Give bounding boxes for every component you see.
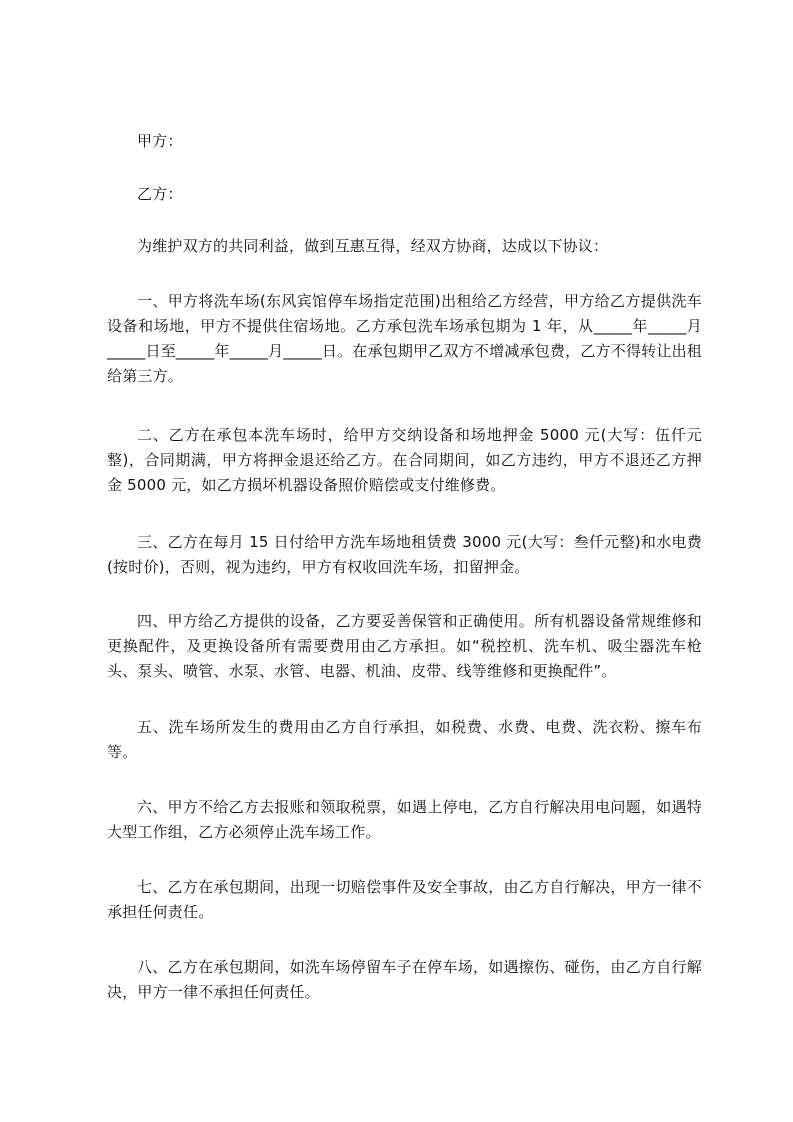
intro-paragraph: 为维护双方的共同利益，做到互惠互得，经双方协商，达成以下协议：	[137, 237, 609, 255]
clause-4: 四、甲方给乙方提供的设备，乙方要妥善保管和正确使用。所有机器设备常规维修和更换配件，及更换设备所有需要费用由乙方承担。如“税控机、洗车机、吸尘器洗车枪头、泵头、喷管、水泵、水管、电器、机油、皮带、线等维修和更换配件”。	[107, 612, 702, 680]
clause-7: 七、乙方在承包期间，出现一切赔偿事件及安全事故，由乙方自行解决，甲方一律不承担任何责任。	[107, 878, 702, 921]
clause-6: 六、甲方不给乙方去报账和领取税票，如遇上停电，乙方自行解决用电问题，如遇特大型工作组，乙方必须停止洗车场工作。	[107, 798, 702, 841]
clause-1: 一、甲方将洗车场(东风宾馆停车场指定范围)出租给乙方经营，甲方给乙方提供洗车设备和场地，甲方不提供住宿场地。乙方承包洗车场承包期为 1 年，从_____年_____月_____日至_____年_____月_____日。在承包期甲乙双方不增减承包费，乙方不得转让出租给第三方。	[107, 292, 702, 385]
party-a-line: 甲方：	[137, 132, 183, 150]
clause-5: 五、洗车场所发生的费用由乙方自行承担，如税费、水费、电费、洗衣粉、擦车布等。	[107, 718, 702, 761]
clause-2: 二、乙方在承包本洗车场时，给甲方交纳设备和场地押金 5000 元(大写：伍仟元整)，合同期满，甲方将押金退还给乙方。在合同期间，如乙方违约，甲方不退还乙方押金 5000 元，如乙方损坏机器设备照价赔偿或支付维修费。	[107, 426, 702, 494]
clause-8: 八、乙方在承包期间，如洗车场停留车子在停车场，如遇擦伤、碰伤，由乙方自行解决，甲方一律不承担任何责任。	[107, 958, 702, 1001]
clause-3: 三、乙方在每月 15 日付给甲方洗车场地租赁费 3000 元(大写：叁仟元整)和水电费(按时价)，否则，视为违约，甲方有权收回洗车场，扣留押金。	[107, 533, 702, 576]
party-b-line: 乙方：	[137, 185, 183, 203]
